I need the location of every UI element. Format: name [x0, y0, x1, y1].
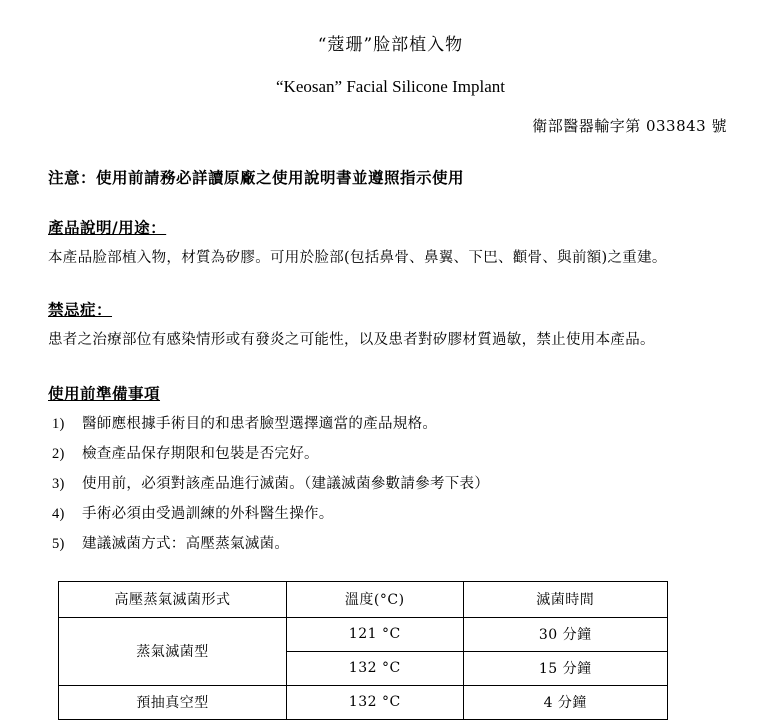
section-heading: 產品說明/用途：: [48, 218, 167, 237]
table-column-header: 滅菌時間: [463, 581, 667, 617]
list-item-number: 1): [52, 415, 65, 432]
list-item: [48, 474, 733, 495]
sterilization-table: [58, 581, 668, 720]
page-title-english: “Keosan” Facial Silicone Implant: [276, 77, 505, 96]
table-cell-type: 蒸氣滅菌型: [59, 617, 287, 685]
list-item: [48, 414, 733, 435]
page-title-chinese: “蔻珊”脸部植入物: [317, 35, 464, 55]
section-heading: 禁忌症：: [48, 299, 113, 319]
table-row: [59, 617, 668, 651]
license-number: 衛部醫器輸字第 033843 號: [532, 117, 727, 135]
section-contraindications: [48, 270, 733, 352]
table-cell-temperature: 132 °C: [286, 685, 463, 719]
section-body: 本產品脸部植入物，材質為矽膠。可用於脸部(包括鼻骨、鼻翼、下巴、顴骨、與前額)之重建。: [48, 250, 667, 266]
list-item-text: 使用前，必須對該產品進行滅菌。（建議滅菌參數請參考下表）: [82, 475, 490, 492]
table-body: [59, 617, 668, 719]
table-cell-type: 預抽真空型: [59, 685, 287, 719]
table-cell-temperature: 121 °C: [286, 617, 463, 651]
usage-notice: 注意：使用前請務必詳讀原廠之使用說明書並遵照指示使用: [48, 168, 465, 187]
table-cell-temperature: 132 °C: [286, 651, 463, 685]
list-item-text: 手術必須由受過訓練的外科醫生操作。: [82, 505, 334, 522]
table-cell-time: 30 分鐘: [463, 617, 667, 651]
list-item: [48, 534, 733, 555]
table-cell-time: 15 分鐘: [463, 651, 667, 685]
document-page: [0, 30, 781, 723]
table-row: [59, 581, 668, 617]
table-cell-time: 4 分鐘: [463, 685, 667, 719]
list-item-number: 4): [52, 505, 65, 522]
list-item: [48, 444, 733, 465]
list-item-number: 3): [52, 475, 65, 492]
list-item-number: 2): [52, 445, 65, 462]
list-item-number: 5): [52, 535, 65, 552]
section-preparation: [48, 352, 733, 555]
list-item-text: 建議滅菌方式：高壓蒸氣滅菌。: [82, 535, 290, 552]
section-product-description: [48, 188, 733, 270]
section-body: 患者之治療部位有感染情形或有發炎之可能性，以及患者對矽膠材質過敏，禁止使用本產品。: [48, 331, 655, 348]
table-column-header: 溫度(°C): [286, 581, 463, 617]
table-column-header: 高壓蒸氣滅菌形式: [59, 581, 287, 617]
preparation-heading: 使用前準備事項: [48, 383, 161, 403]
list-item-text: 檢查產品保存期限和包裝是否完好。: [82, 445, 319, 462]
table-header: [59, 581, 668, 617]
list-item-text: 醫師應根據手術目的和患者臉型選擇適當的產品規格。: [82, 415, 438, 432]
table-row: [59, 685, 668, 719]
preparation-step-list: [48, 414, 733, 555]
list-item: [48, 504, 733, 525]
